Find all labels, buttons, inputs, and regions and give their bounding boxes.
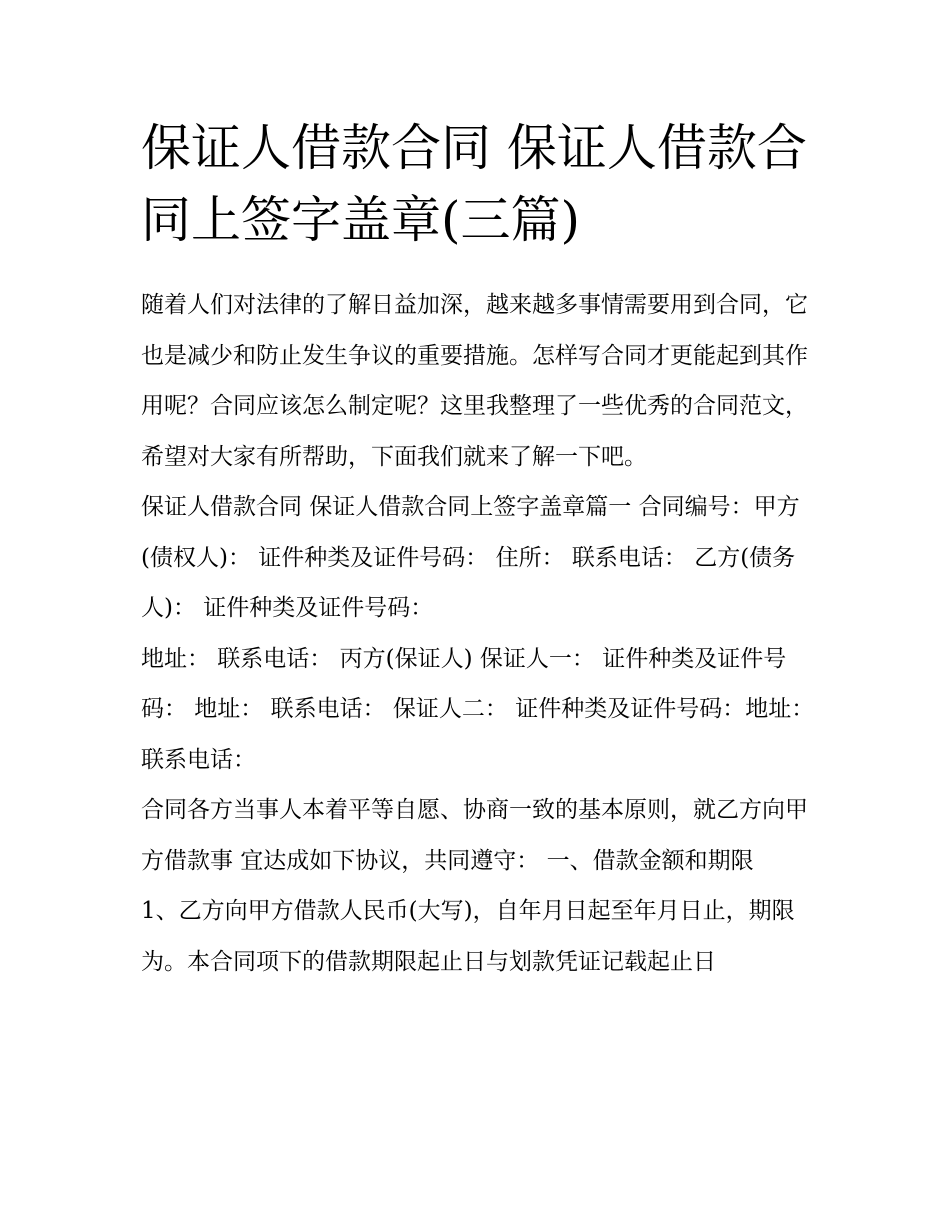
clause-1-paragraph: 1、乙方向甲方借款人民币(大写)，自年月日起至年月日止，期限为。本合同项下的借款期限起止日与划款凭证记载起止日: [141, 898, 795, 975]
document-body: [141, 280, 821, 987]
guarantor-paragraph: 地址： 联系电话： 丙方(保证人) 保证人一： 证件种类及证件号码： 地址： 联系电话： 保证人二： 证件种类及证件号码：地址：联系电话：: [141, 645, 815, 773]
intro-paragraph: 随着人们对法律的了解日益加深，越来越多事情需要用到合同，它也是减少和防止发生争议的重要措施。怎样写合同才更能起到其作用呢？合同应该怎么制定呢？这里我整理了一些优秀的合同范文，希望对大家有所帮助，下面我们就来了解一下吧。: [141, 292, 808, 470]
parties-paragraph: 保证人借款合同 保证人借款合同上签字盖章篇一 合同编号：甲方(债权人)： 证件种类及证件号码： 住所： 联系电话： 乙方(债务人)： 证件种类及证件号码：: [141, 494, 800, 621]
agreement-paragraph: 合同各方当事人本着平等自愿、协商一致的基本原则，就乙方向甲方借款事 宜达成如下协议，共同遵守： 一、借款金额和期限: [141, 797, 808, 874]
document-title: 保证人借款合同 保证人借款合同上签字盖章(三篇): [141, 119, 807, 249]
